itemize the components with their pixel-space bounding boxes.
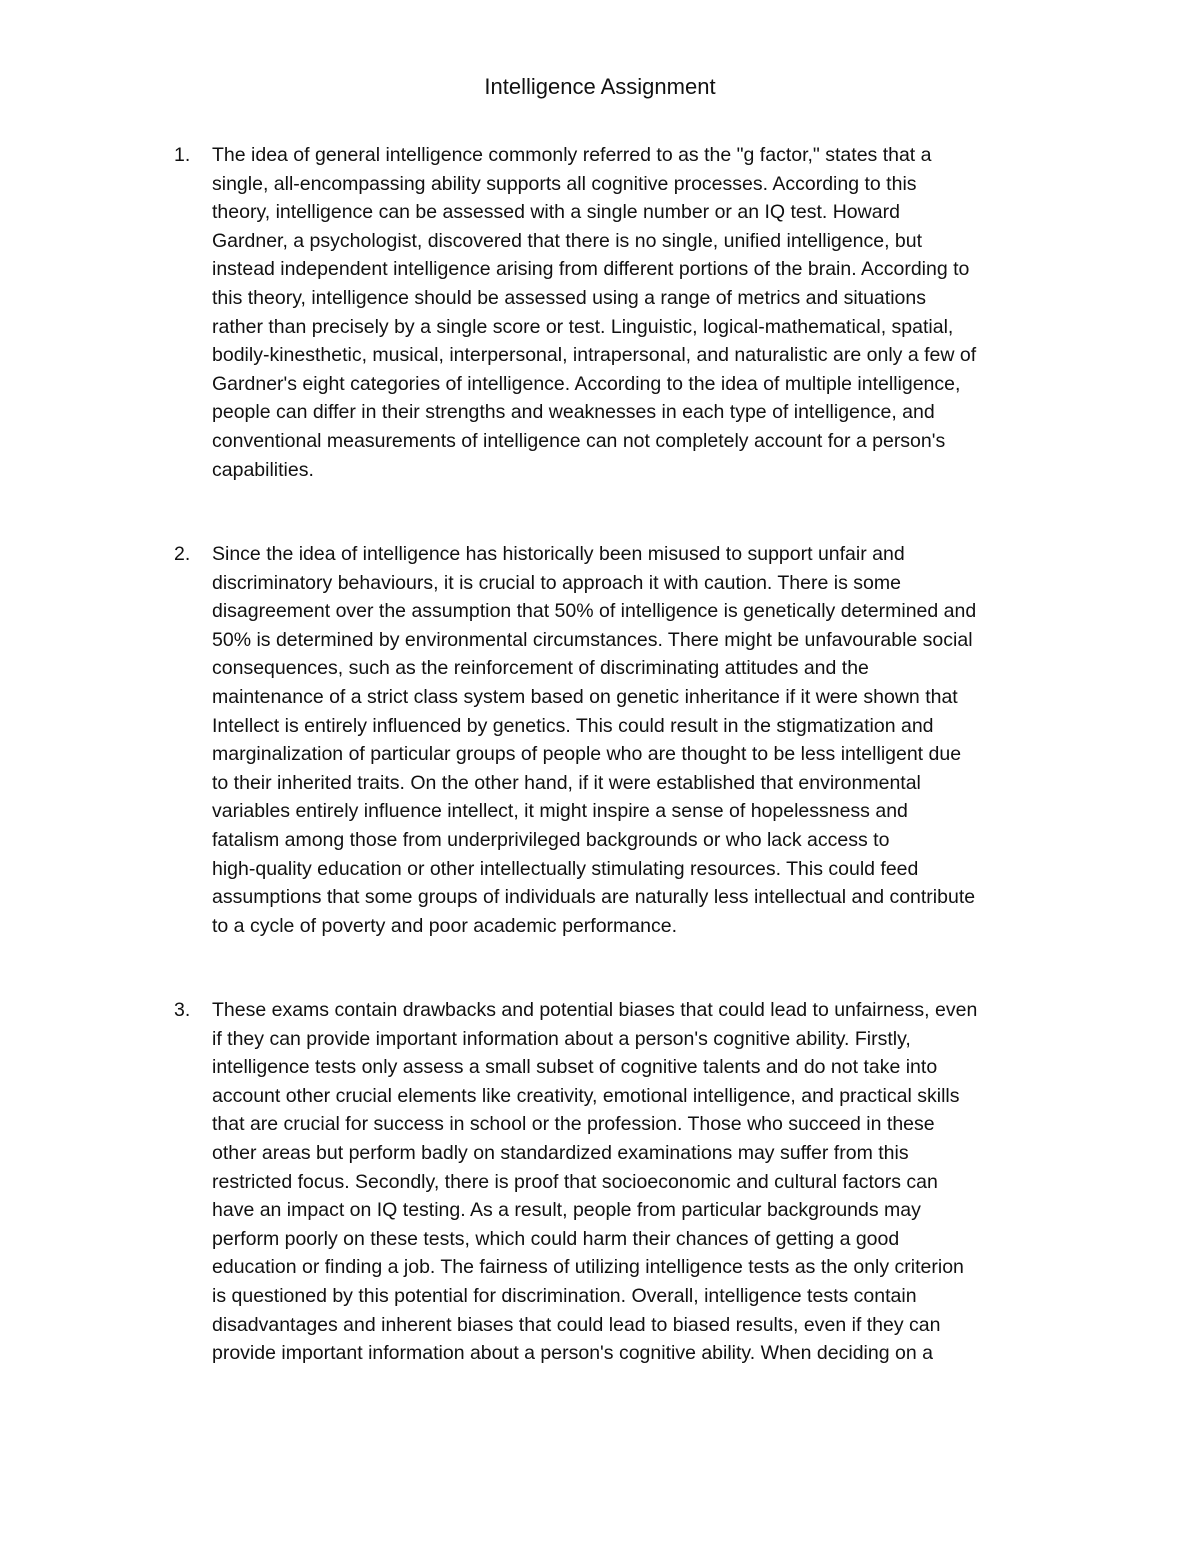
list-item: [170, 141, 1070, 484]
list-item-number: 3.: [174, 999, 191, 1021]
list-item-number: 1.: [174, 144, 191, 166]
list-item: [170, 996, 1070, 1368]
list-item: [170, 540, 1070, 940]
list-item-text: These exams contain drawbacks and potential biases that could lead to unfairness, even if they can provide important information about a person's cognitive ability. Firstly, intelligence tests only assess a small subset of cognitive talents and do not take into account other crucial elements like creativity, emotional intelligence, and practical skills that are crucial for success in school or the profession. Those who succeed in these other areas but perform badly on standardized examinations may suffer from this restricted focus. Secondly, there is proof that socioeconomic and cultural factors can have an impact on IQ testing. As a result, people from particular backgrounds may perform poorly on these tests, which could harm their chances of getting a good education or finding a job. The fairness of utilizing intelligence tests as the only criterion is questioned by this potential for discrimination. Overall, intelligence tests contain disadvantages and inherent biases that could lead to biased results, even if they can provide important information about a person's cognitive ability. When deciding on a: [212, 999, 978, 1365]
list-item-text: Since the idea of intelligence has historically been misused to support unfair and discriminatory behaviours, it is crucial to approach it with caution. There is some disagreement over the assumption that 50% of intelligence is genetically determined and 50% is determined by environmental circumstances. There might be unfavourable social consequences, such as the reinforcement of discriminating attitudes and the maintenance of a strict class system based on genetic inheritance if it were shown that Intellect is entirely influenced by genetics. This could result in the stigmatization and marginalization of particular groups of people who are thought to be less intelligent due to their inherited traits. On the other hand, if it were established that environmental variables entirely influence intellect, it might inspire a sense of hopelessness and fatalism among those from underprivileged backgrounds or who lack access to high-quality education or other intellectually stimulating resources. This could feed assumptions that some groups of individuals are naturally less intellectual and contribute to a cycle of poverty and poor academic performance.: [212, 543, 977, 937]
list-item-number: 2.: [174, 543, 191, 565]
list-item-text: The idea of general intelligence commonly referred to as the "g factor," states that a single, all-encompassing ability supports all cognitive processes. According to this theory, intelligence can be assessed with a single number or an IQ test. Howard Gardner, a psychologist, discovered that there is no single, unified intelligence, but instead independent intelligence arising from different portions of the brain. According to this theory, intelligence should be assessed using a range of metrics and situations rather than precisely by a single score or test. Linguistic, logical-mathematical, spatial, bodily-kinesthetic, musical, interpersonal, intrapersonal, and naturalistic are only a few of Gardner's eight categories of intelligence. According to the idea of multiple intelligence, people can differ in their strengths and weaknesses in each type of intelligence, and conventional measurements of intelligence can not completely account for a person's capabilities.: [212, 144, 977, 481]
document-title: Intelligence Assignment: [484, 74, 716, 99]
